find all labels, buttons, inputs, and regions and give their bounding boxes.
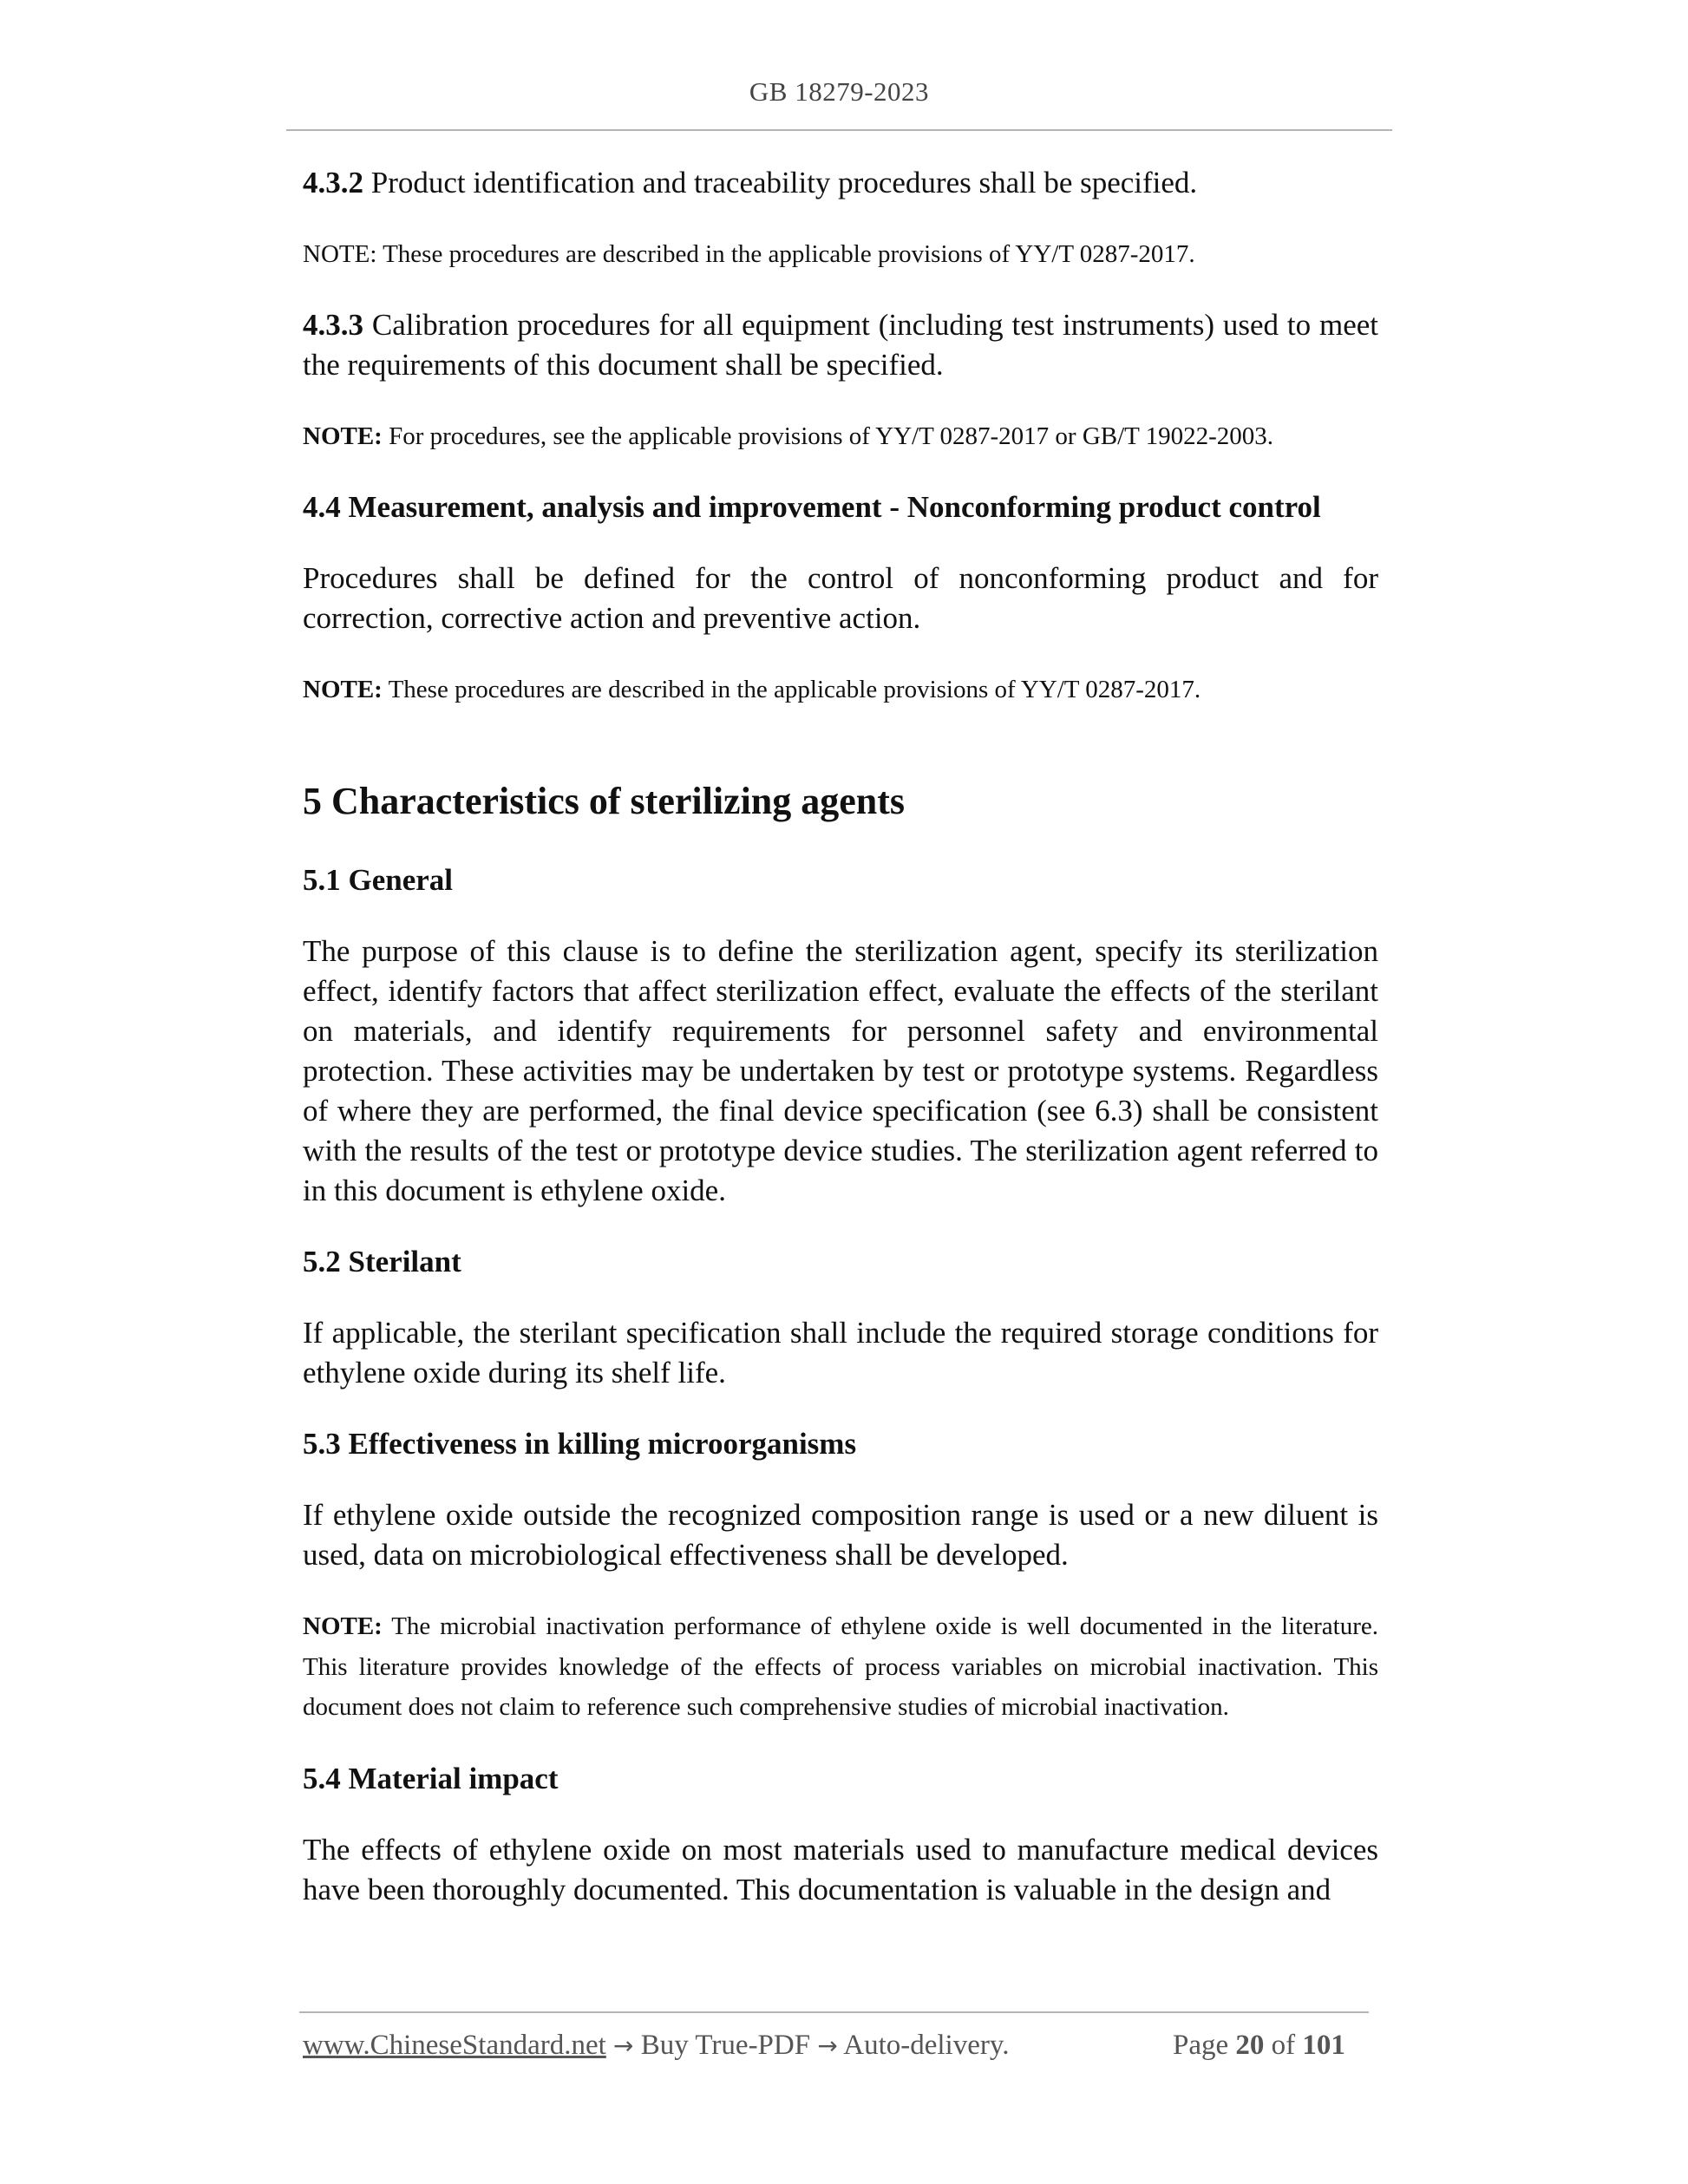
note-4	[303, 1606, 1378, 1728]
clause-4-3-2	[303, 163, 1378, 203]
footer-divider	[299, 2011, 1369, 2013]
heading-5-3: 5.3 Effectiveness in killing microorganisms	[303, 1427, 857, 1461]
document-body	[303, 163, 1378, 1941]
note-1: NOTE: These procedures are described in the applicable provisions of YY/T 0287-2017.	[303, 240, 1195, 268]
buy-pdf-text: Buy True-PDF	[640, 2030, 811, 2061]
right-arrow-icon: →	[817, 2031, 838, 2060]
clause-number: 4.3.3	[303, 308, 363, 342]
auto-delivery-text: Auto-delivery.	[843, 2030, 1010, 2061]
note-text: The microbial inactivation performance of ethylene oxide is well documented in the literature. This literature provides knowledge of the effects of process variables on microbial inactivation. This document does not claim to reference such comprehensive studies of microbial inactivation.	[303, 1612, 1378, 1721]
note-label: NOTE:	[303, 422, 383, 450]
page-label: Page	[1173, 2030, 1229, 2061]
note-2	[303, 416, 1378, 456]
note-text: For procedures, see the applicable provisions of YY/T 0287-2017 or GB/T 19022-2003.	[382, 422, 1274, 450]
page-counter	[1173, 2030, 1345, 2062]
clause-4-3-3	[303, 305, 1378, 385]
page-number: 20	[1235, 2030, 1265, 2061]
right-arrow-icon: →	[613, 2031, 634, 2060]
page-header: GB 18279-2023	[749, 76, 930, 107]
paragraph-5-4: The effects of ethylene oxide on most materials used to manufacture medical devices have been thoroughly documented. This documentation is valuable in the design and	[303, 1832, 1378, 1906]
page-total: 101	[1302, 2030, 1345, 2061]
note-text: These procedures are described in the applicable provisions of YY/T 0287-2017.	[382, 676, 1201, 703]
clause-number: 4.3.2	[303, 166, 363, 199]
heading-4-4: 4.4 Measurement, analysis and improvement - Nonconforming product control	[303, 490, 1321, 524]
footer-promo	[303, 2030, 1009, 2062]
header-divider	[286, 129, 1392, 131]
paragraph-5-3: If ethylene oxide outside the recognized composition range is used or a new diluent is used, data on microbiological effectiveness shall be developed.	[303, 1498, 1378, 1572]
note-label: NOTE:	[303, 676, 383, 703]
note-label: NOTE:	[303, 1612, 383, 1640]
paragraph-4-4: Procedures shall be defined for the control of nonconforming product and for correction, corrective action and preventive action.	[303, 561, 1378, 635]
of-label: of	[1271, 2030, 1296, 2061]
clause-text: Product identification and traceability procedures shall be specified.	[363, 166, 1198, 199]
clause-text: Calibration procedures for all equipment (including test instruments) used to meet the requirements of this document shall be specified.	[303, 308, 1378, 382]
heading-5-4: 5.4 Material impact	[303, 1761, 559, 1795]
note-3	[303, 670, 1378, 709]
heading-5-1: 5.1 General	[303, 863, 454, 897]
paragraph-5-2: If applicable, the sterilant specification shall include the required storage conditions for ethylene oxide during its shelf life.	[303, 1316, 1378, 1390]
heading-5: 5 Characteristics of sterilizing agents	[303, 780, 906, 822]
heading-5-2: 5.2 Sterilant	[303, 1245, 461, 1278]
website-link[interactable]: www.ChineseStandard.net	[303, 2030, 606, 2061]
paragraph-5-1: The purpose of this clause is to define the sterilization agent, specify its sterilization effect, identify factors that affect sterilization effect, evaluate the effects of the sterilant on materials, and identify requirements for personnel safety and environmental protection. These activities may be undertaken by test or prototype systems. Regardless of where they are performed, the final device specification (see 6.3) shall be consistent with the results of the test or prototype device studies. The sterilization agent referred to in this document is ethylene oxide.	[303, 934, 1378, 1207]
